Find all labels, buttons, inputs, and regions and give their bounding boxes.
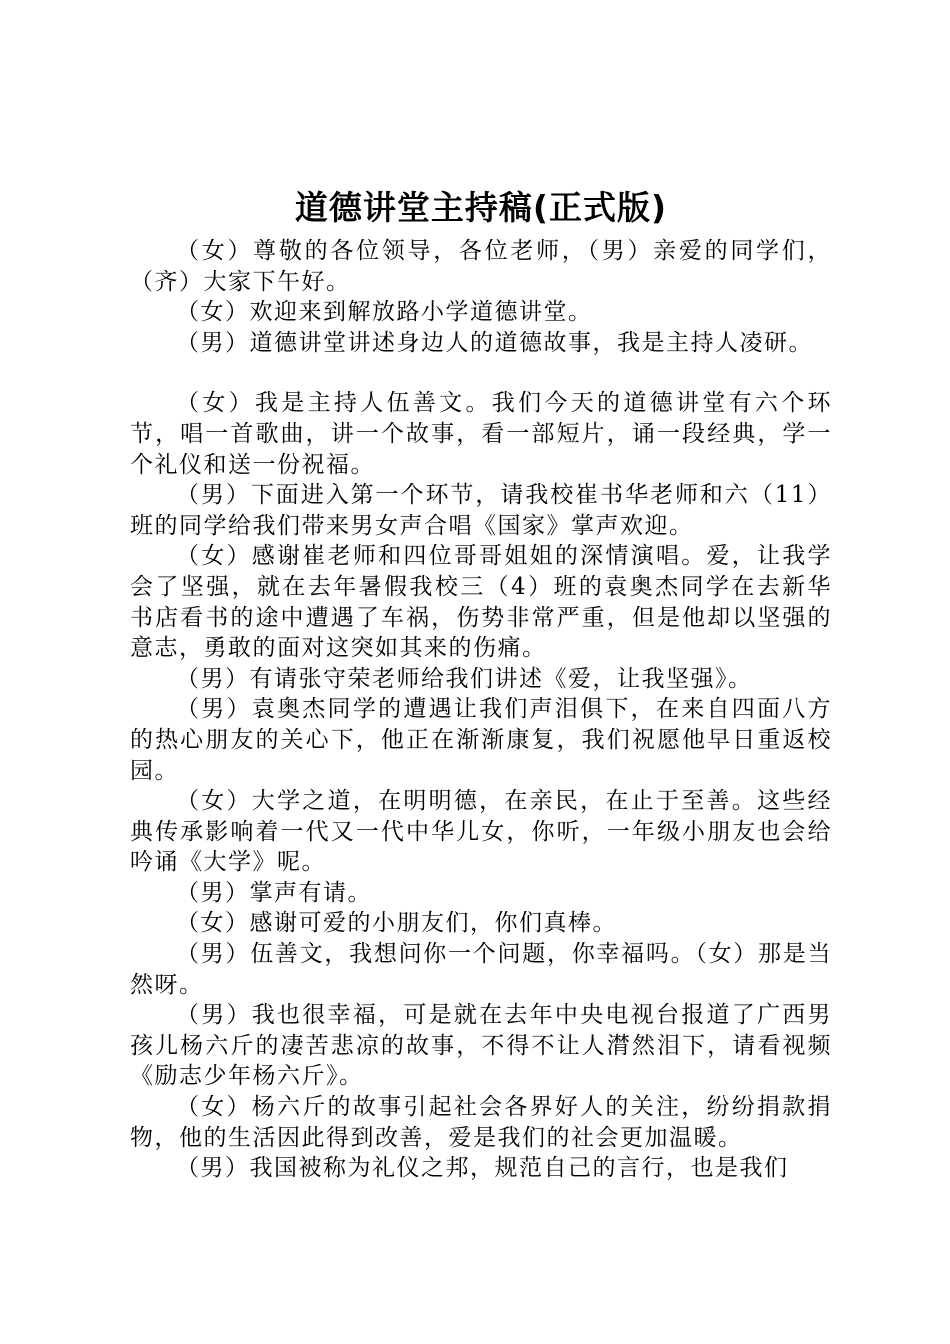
- paragraph: （男）我国被称为礼仪之邦，规范自己的言行，也是我们: [176, 1155, 789, 1182]
- paragraph: （女）感谢可爱的小朋友们，你们真棒。: [176, 910, 617, 937]
- paragraph: （女）大学之道，在明明德，在亲民，在止于至善。这些经典传承影响着一代又一代中华儿女，你听，一年级小朋友也会给吟诵《大学》呢。: [130, 788, 832, 876]
- paragraph: （女）欢迎来到解放路小学道德讲堂。: [176, 299, 593, 326]
- paragraph: （女）感谢崔老师和四位哥哥姐姐的深情演唱。爱，让我学会了坚强，就在去年暑假我校三（4）班的袁奥杰同学在去新华书店看书的途中遭遇了车祸，伤势非常严重，但是他却以坚强的意志，勇敢的面对这突如其来的伤痛。: [130, 543, 832, 662]
- paragraph: （男）袁奥杰同学的遭遇让我们声泪俱下，在来自四面八方的热心朋友的关心下，他正在渐渐康复，我们祝愿他早日重返校园。: [130, 696, 832, 784]
- document-body: [130, 236, 832, 1184]
- paragraph: （男）我也很幸福，可是就在去年中央电视台报道了广西男孩儿杨六斤的凄苦悲凉的故事，不得不让人潸然泪下，请看视频《励志少年杨六斤》。: [130, 1002, 832, 1090]
- document-page: [130, 180, 832, 1184]
- paragraph: （男）下面进入第一个环节，请我校崔书华老师和六（11）班的同学给我们带来男女声合唱《国家》掌声欢迎。: [130, 482, 832, 539]
- paragraph: （女）杨六斤的故事引起社会各界好人的关注，纷纷捐款捐物，他的生活因此得到改善，爱是我们的社会更加温暖。: [130, 1094, 832, 1151]
- document-title: 道德讲堂主持稿(正式版): [294, 188, 668, 227]
- paragraph: （男）有请张守荣老师给我们讲述《爱，让我坚强》。: [176, 665, 753, 692]
- paragraph: （男）道德讲堂讲述身边人的道德故事，我是主持人凌研。: [176, 329, 813, 356]
- paragraph: （女）尊敬的各位领导，各位老师，（男）亲爱的同学们，（齐）大家下午好。: [130, 238, 832, 295]
- paragraph: （女）我是主持人伍善文。我们今天的道德讲堂有六个环节，唱一首歌曲，讲一个故事，看一部短片，诵一段经典，学一个礼仪和送一份祝福。: [130, 390, 832, 478]
- paragraph: （男）伍善文，我想问你一个问题，你幸福吗。（女）那是当然呀。: [130, 941, 832, 998]
- paragraph: （男）掌声有请。: [176, 879, 372, 906]
